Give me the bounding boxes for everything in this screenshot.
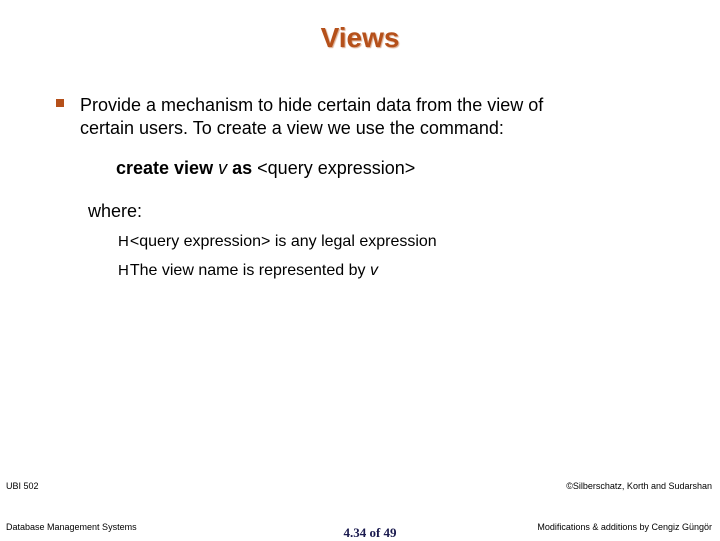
keyword-create-view: create view bbox=[116, 158, 214, 178]
slide-title: Views bbox=[320, 22, 400, 53]
keyword-as: as bbox=[232, 158, 253, 178]
h-marker-icon: H bbox=[118, 233, 129, 250]
square-bullet-icon bbox=[56, 99, 64, 107]
bullet-text-line-2: certain users. To create a view we use the command: bbox=[80, 118, 504, 138]
sub-bullet-1 bbox=[118, 233, 437, 251]
sub-bullet-2 bbox=[118, 262, 378, 280]
footer-copyright: ©Silberschatz, Korth and Sudarshan bbox=[566, 481, 712, 491]
view-variable: v bbox=[218, 158, 228, 178]
page-number: 4.34 of 49 bbox=[343, 525, 397, 540]
sub-bullet-text: <query expression> is any legal expression bbox=[129, 233, 437, 250]
where-label: where: bbox=[88, 201, 143, 221]
view-variable: v bbox=[369, 262, 378, 279]
footer-book-title: Database Management Systems bbox=[6, 522, 137, 532]
sub-bullet-text: The view name is represented by bbox=[129, 262, 370, 279]
bullet-text bbox=[80, 94, 640, 140]
create-view-syntax bbox=[116, 158, 415, 179]
query-expression: <query expression> bbox=[257, 158, 416, 178]
footer-modifications: Modifications & additions by Cengiz Güngör bbox=[537, 522, 712, 532]
h-marker-icon: H bbox=[118, 262, 129, 279]
footer-course: UBI 502 bbox=[6, 481, 39, 491]
bullet-text-line-1: Provide a mechanism to hide certain data from the view of bbox=[80, 95, 544, 115]
